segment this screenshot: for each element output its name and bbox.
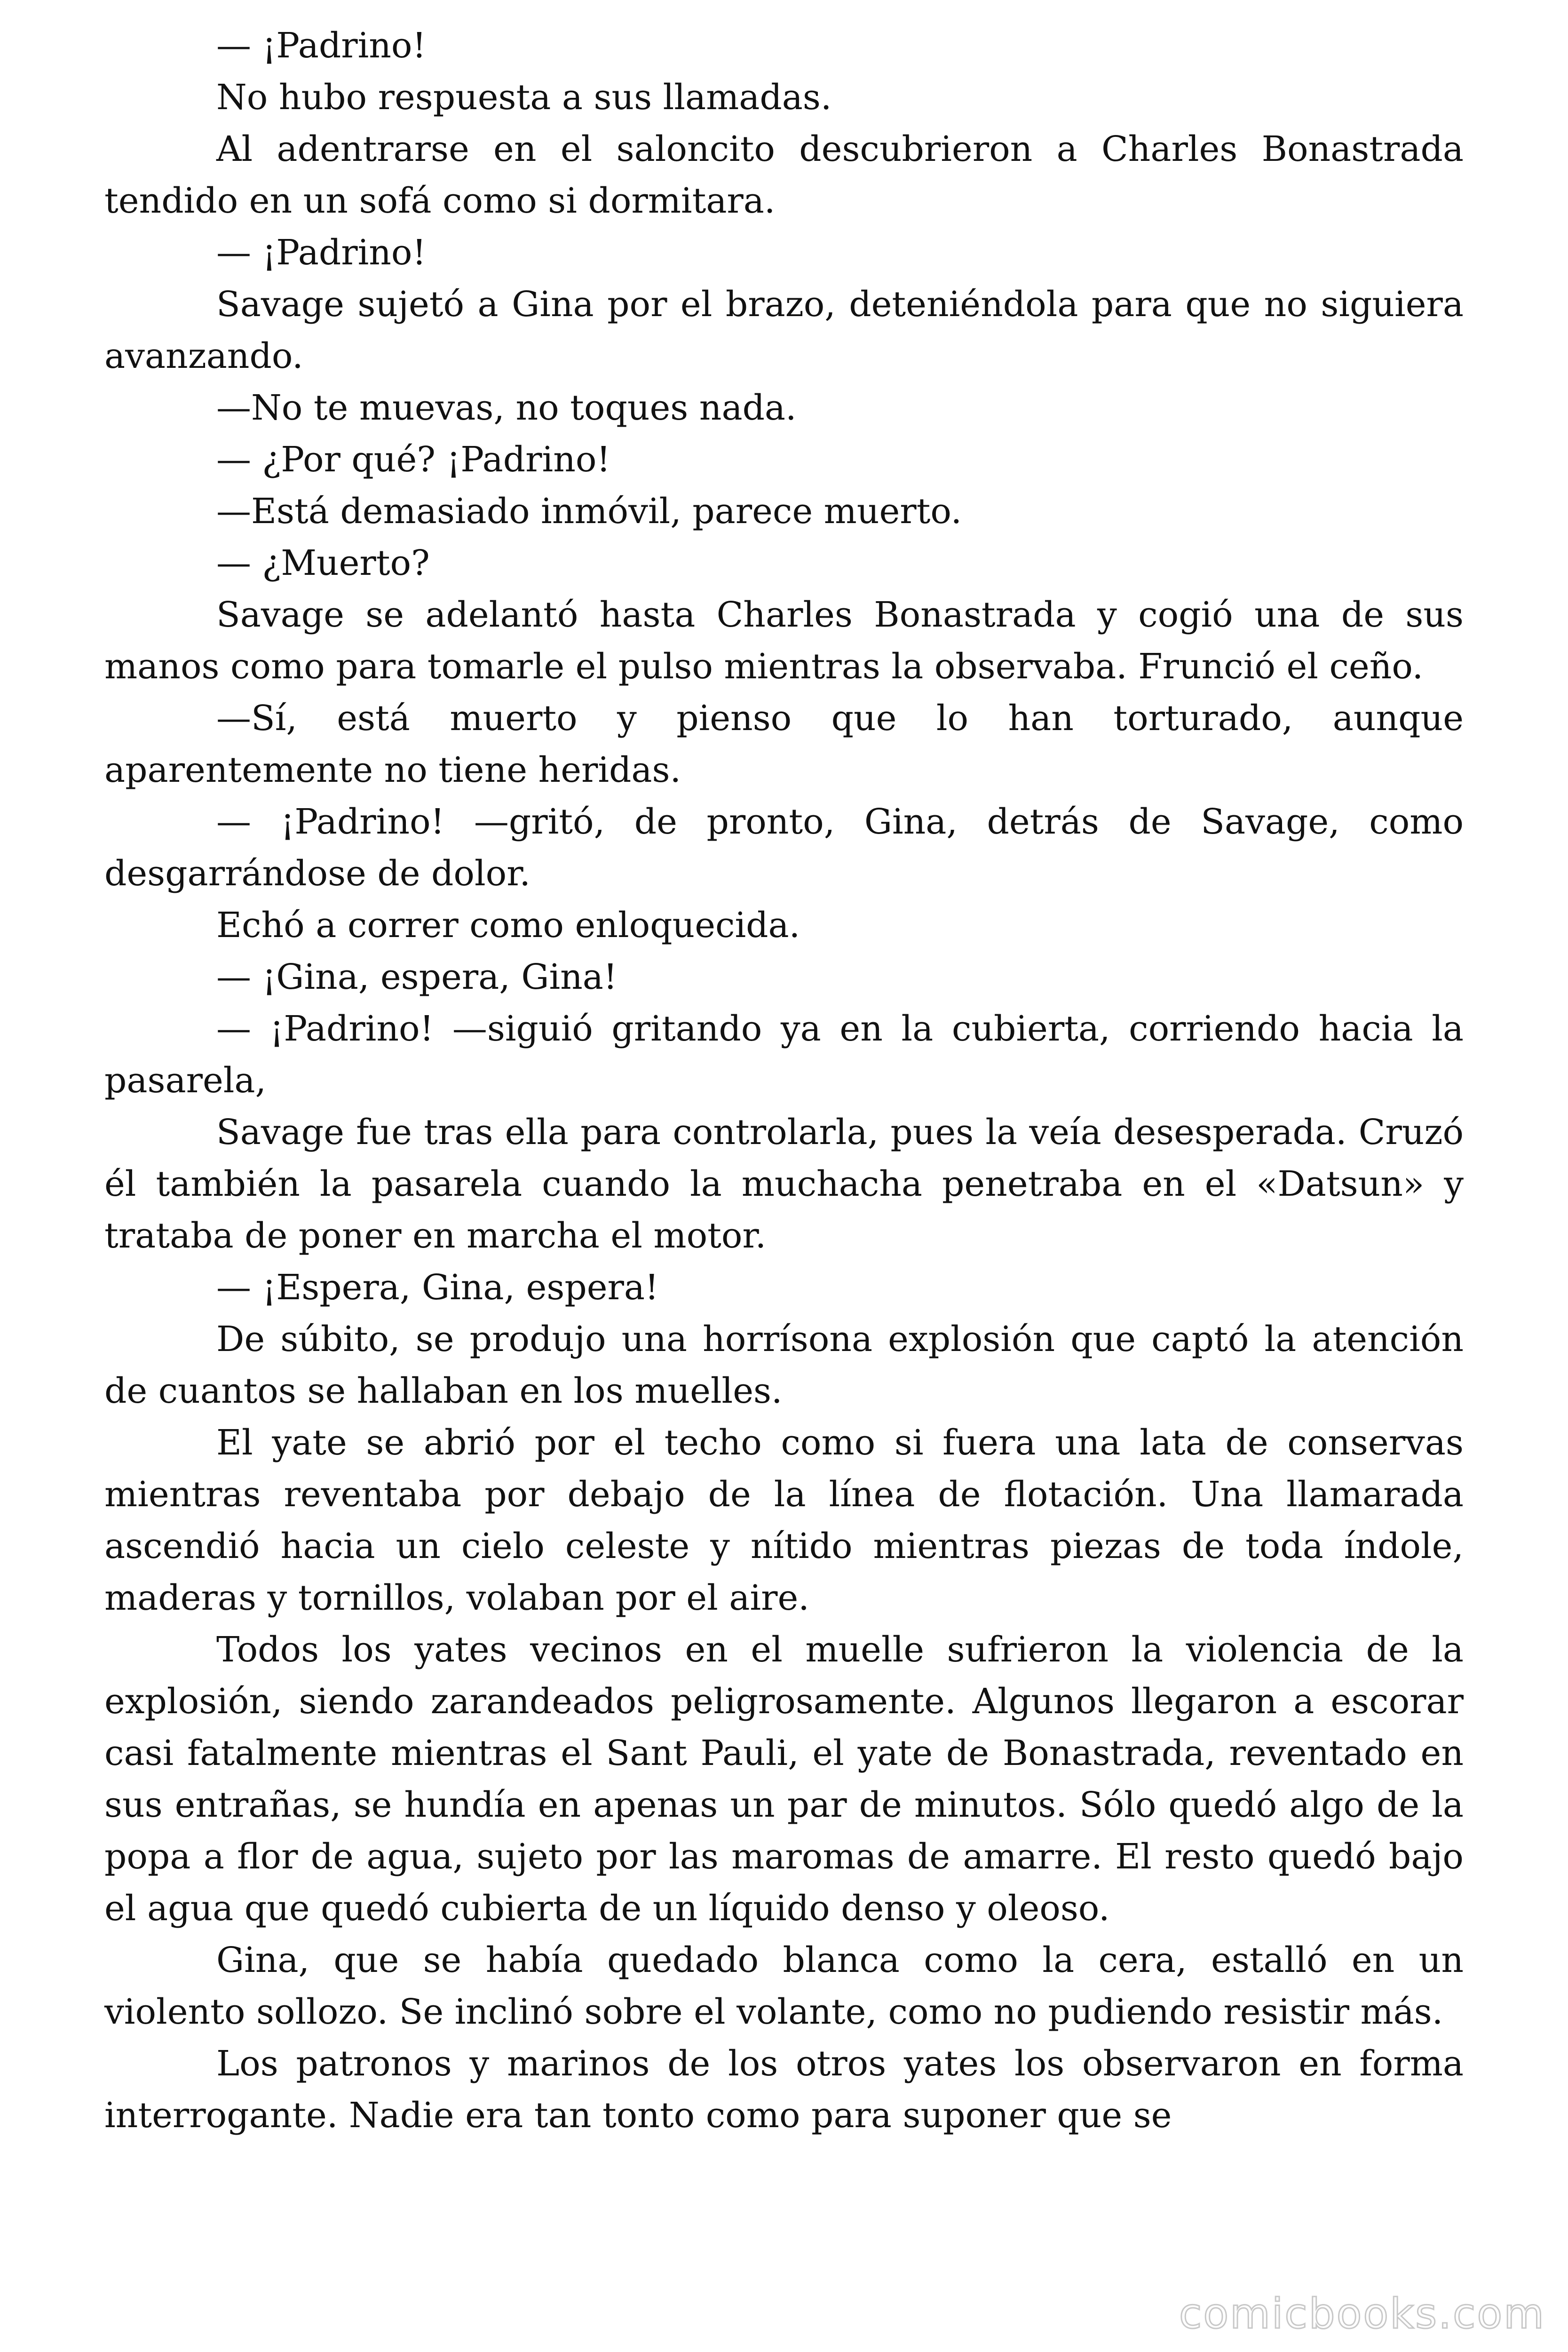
- paragraph: No hubo respuesta a sus llamadas.: [216, 77, 832, 118]
- book-page-text: [104, 20, 1464, 2141]
- paragraph: Todos los yates vecinos en el muelle sufrieron la violencia de la explosión, siendo zarandeados peligrosamente. Algunos llegaron a escorar casi fatalmente mientras el Sant Pauli, el yate de Bonastrada, reventado en sus entrañas, se hundía en apenas un par de minutos. Sólo quedó algo de la popa a flor de agua, sujeto por las maromas de amarre. El resto quedó bajo el agua que quedó cubierta de un líquido denso y oleoso.: [104, 1629, 1464, 1929]
- paragraph: — ¿Muerto?: [216, 543, 430, 583]
- paragraph: — ¡Padrino!: [216, 25, 427, 66]
- paragraph: Echó a correr como enloquecida.: [216, 905, 800, 946]
- paragraph: El yate se abrió por el techo como si fuera una lata de conservas mientras reventaba por debajo de la línea de flotación. Una llamarada ascendió hacia un cielo celeste y nítido mientras piezas de toda índole, maderas y tornillos, volaban por el aire.: [104, 1422, 1464, 1618]
- paragraph: Los patronos y marinos de los otros yates los observaron en forma interrogante. Nadie era tan tonto como para suponer que se: [104, 2043, 1464, 2136]
- paragraph: — ¿Por qué? ¡Padrino!: [216, 439, 611, 480]
- paragraph: Savage sujetó a Gina por el brazo, deteniéndola para que no siguiera avanzando.: [104, 284, 1464, 376]
- paragraph: Al adentrarse en el saloncito descubrieron a Charles Bonastrada tendido en un sofá como si dormitara.: [104, 129, 1464, 221]
- paragraph: Savage se adelantó hasta Charles Bonastrada y cogió una de sus manos como para tomarle el pulso mientras la observaba. Frunció el ceño.: [104, 595, 1464, 687]
- paragraph: De súbito, se produjo una horrísona explosión que captó la atención de cuantos se hallaban en los muelles.: [104, 1319, 1464, 1411]
- paragraph: — ¡Padrino!: [216, 232, 427, 273]
- paragraph: —No te muevas, no toques nada.: [216, 388, 797, 428]
- watermark: comicbooks.com: [1179, 2289, 1545, 2338]
- paragraph: — ¡Espera, Gina, espera!: [216, 1267, 659, 1308]
- paragraph: Savage fue tras ella para controlarla, pues la veía desesperada. Cruzó él también la pasarela cuando la muchacha penetraba en el «Datsun» y trataba de poner en marcha el motor.: [104, 1112, 1464, 1256]
- paragraph: — ¡Padrino! —gritó, de pronto, Gina, detrás de Savage, como desgarrándose de dolor.: [104, 802, 1464, 894]
- paragraph: Gina, que se había quedado blanca como la cera, estalló en un violento sollozo. Se inclinó sobre el volante, como no pudiendo resistir más.: [104, 1940, 1464, 2032]
- paragraph: — ¡Gina, espera, Gina!: [216, 957, 618, 997]
- paragraph: —Está demasiado inmóvil, parece muerto.: [216, 491, 962, 532]
- paragraph: — ¡Padrino! —siguió gritando ya en la cubierta, corriendo hacia la pasarela,: [104, 1009, 1464, 1101]
- paragraph: —Sí, está muerto y pienso que lo han torturado, aunque aparentemente no tiene heridas.: [104, 698, 1464, 790]
